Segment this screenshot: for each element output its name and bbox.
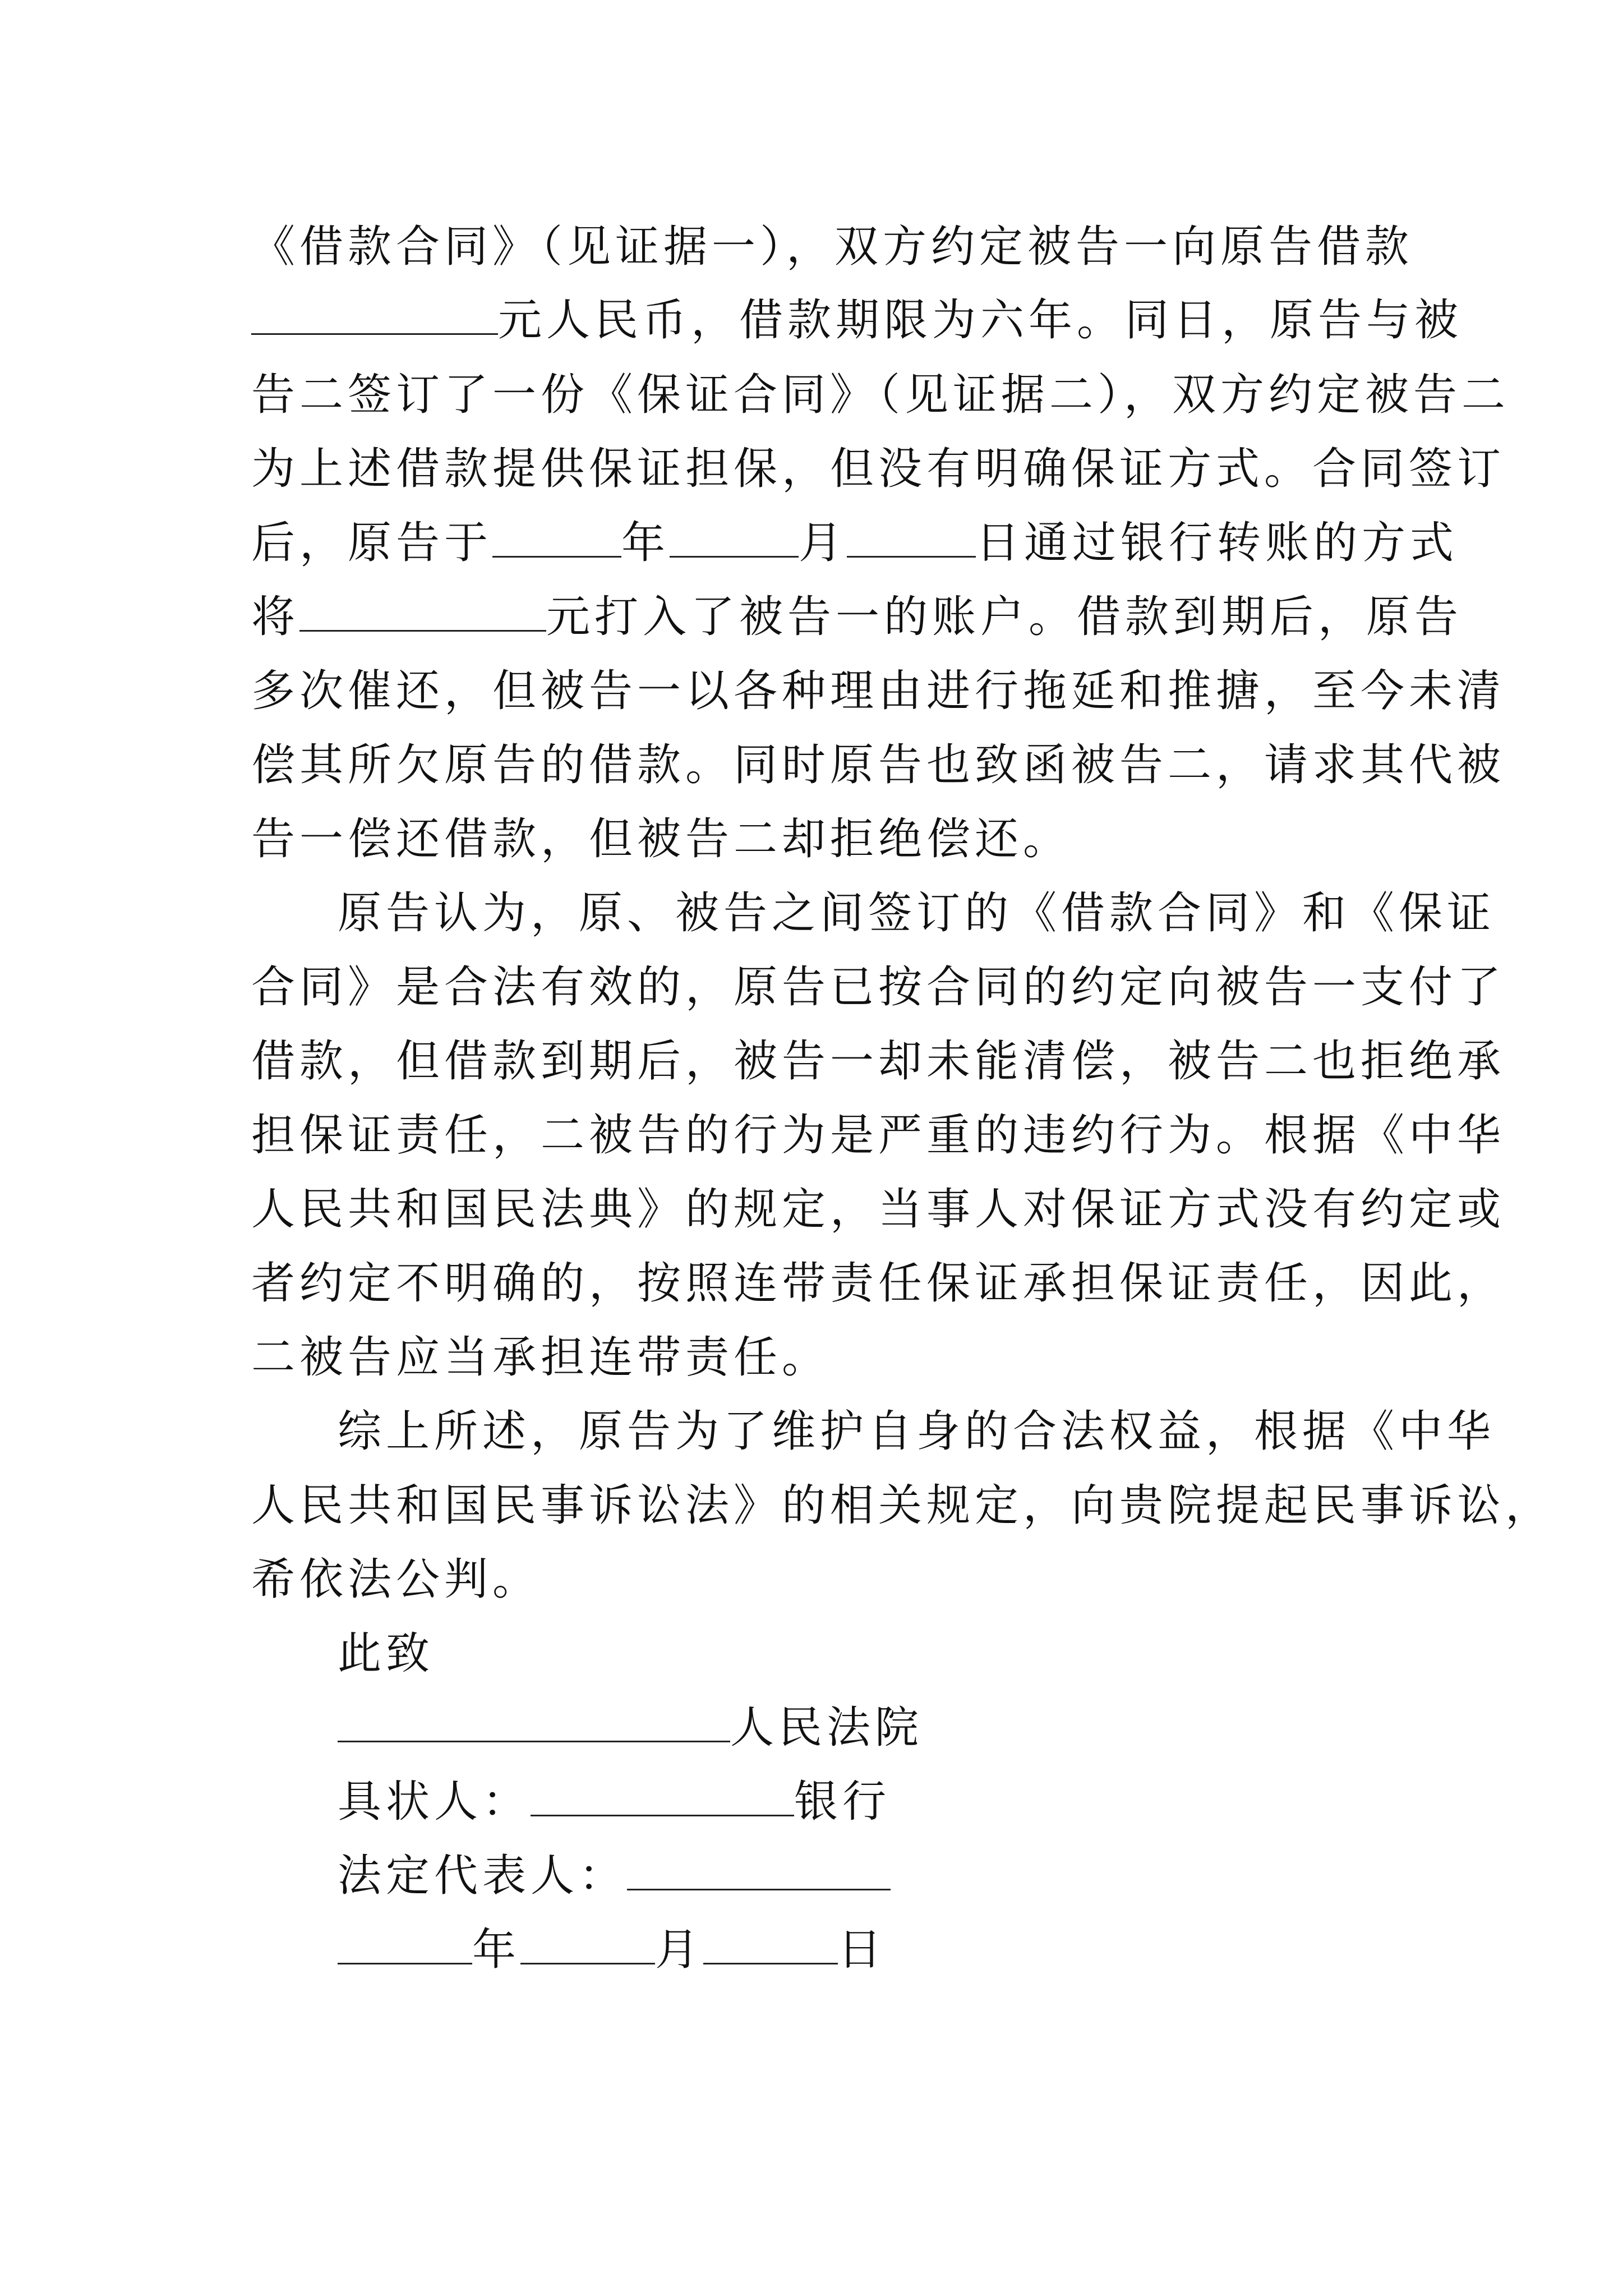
plaintiff-blank [531, 1775, 794, 1816]
line-text: 日通过银行转账的方式 [976, 518, 1459, 568]
text-line [251, 293, 1463, 347]
line-text: 二被告应当承担连带责任。 [251, 1332, 831, 1383]
year-blank [338, 1924, 472, 1964]
text-line [251, 1257, 1505, 1310]
line-text: 为上述借款提供保证担保，但没有明确保证方式。合同签订 [251, 444, 1506, 494]
line-text: 多次催还，但被告一以各种理由进行拖延和推搪，至今未清 [251, 666, 1506, 716]
salutation [338, 1627, 434, 1681]
text-line [251, 516, 1458, 570]
line-text: 人民共和国民法典》的规定，当事人对保证方式没有约定或 [251, 1184, 1506, 1235]
month-blank [670, 517, 799, 558]
line-text: 合同》是合法有效的，原告已按合同的约定向被告一支付了 [251, 962, 1506, 1013]
line-text: 元打入了被告一的账户。借款到期后，原告 [546, 592, 1463, 642]
representative-blank [627, 1849, 891, 1890]
year-label: 年 [472, 1925, 521, 1975]
text-line [251, 1553, 541, 1607]
text-line [251, 664, 1505, 718]
line-text: 具状人： [338, 1777, 531, 1827]
text-line [338, 886, 1495, 940]
month-blank [520, 1924, 655, 1964]
text-line [251, 812, 1071, 866]
text-line [251, 220, 1413, 274]
court-line [338, 1701, 923, 1755]
plaintiff-line [338, 1775, 891, 1829]
legal-representative-line [338, 1849, 891, 1903]
text-line [251, 1108, 1505, 1162]
line-text: 告一偿还借款，但被告二却拒绝偿还。 [251, 814, 1072, 864]
year-blank [492, 517, 621, 558]
line-text: 《借款合同》（见证据一），双方约定被告一向原告借款 [251, 222, 1414, 272]
text-line [251, 960, 1505, 1014]
day-label: 日 [838, 1925, 887, 1975]
line-text: 偿其所欠原告的借款。同时原告也致函被告二，请求其代被 [251, 740, 1506, 790]
day-blank [703, 1924, 838, 1964]
month-label: 月 [799, 518, 847, 568]
text-line [251, 1331, 830, 1384]
text-line [251, 738, 1505, 792]
line-text: 者约定不明确的，按照连带责任保证承担保证责任，因此， [251, 1258, 1506, 1309]
date-line [338, 1923, 886, 1977]
line-text: 希依法公判。 [251, 1554, 541, 1605]
amount-blank [299, 591, 546, 632]
line-text: 人民法院 [730, 1703, 924, 1753]
line-text: 人民共和国民事诉讼法》的相关规定，向贵院提起民事诉讼， [251, 1480, 1554, 1531]
line-text: 后，原告于 [251, 518, 493, 568]
day-blank [847, 517, 976, 558]
line-text: 综上所述，原告为了维护自身的合法权益，根据《中华 [338, 1406, 1496, 1457]
amount-blank [251, 294, 498, 335]
text-line [251, 442, 1505, 496]
year-label: 年 [621, 518, 670, 568]
text-line [251, 1479, 1553, 1533]
line-text: 借款，但借款到期后，被告一却未能清偿，被告二也拒绝承 [251, 1036, 1506, 1087]
line-text: 原告认为，原、被告之间签订的《借款合同》和《保证 [338, 888, 1496, 938]
court-name-blank [338, 1701, 730, 1742]
line-text: 担保证责任，二被告的行为是严重的违约行为。根据《中华 [251, 1110, 1506, 1161]
text-line [251, 590, 1463, 644]
line-text: 元人民币，借款期限为六年。同日，原告与被 [498, 295, 1463, 346]
text-line [338, 1405, 1495, 1458]
line-text: 银行 [794, 1777, 891, 1827]
text-line [251, 368, 1510, 422]
line-text: 此致 [338, 1628, 435, 1679]
text-line [251, 1034, 1505, 1088]
text-line [251, 1182, 1505, 1236]
line-text: 将 [251, 592, 300, 642]
month-label: 月 [655, 1925, 704, 1975]
line-text: 告二签订了一份《保证合同》（见证据二），双方约定被告二 [251, 370, 1510, 420]
line-text: 法定代表人： [338, 1851, 628, 1901]
